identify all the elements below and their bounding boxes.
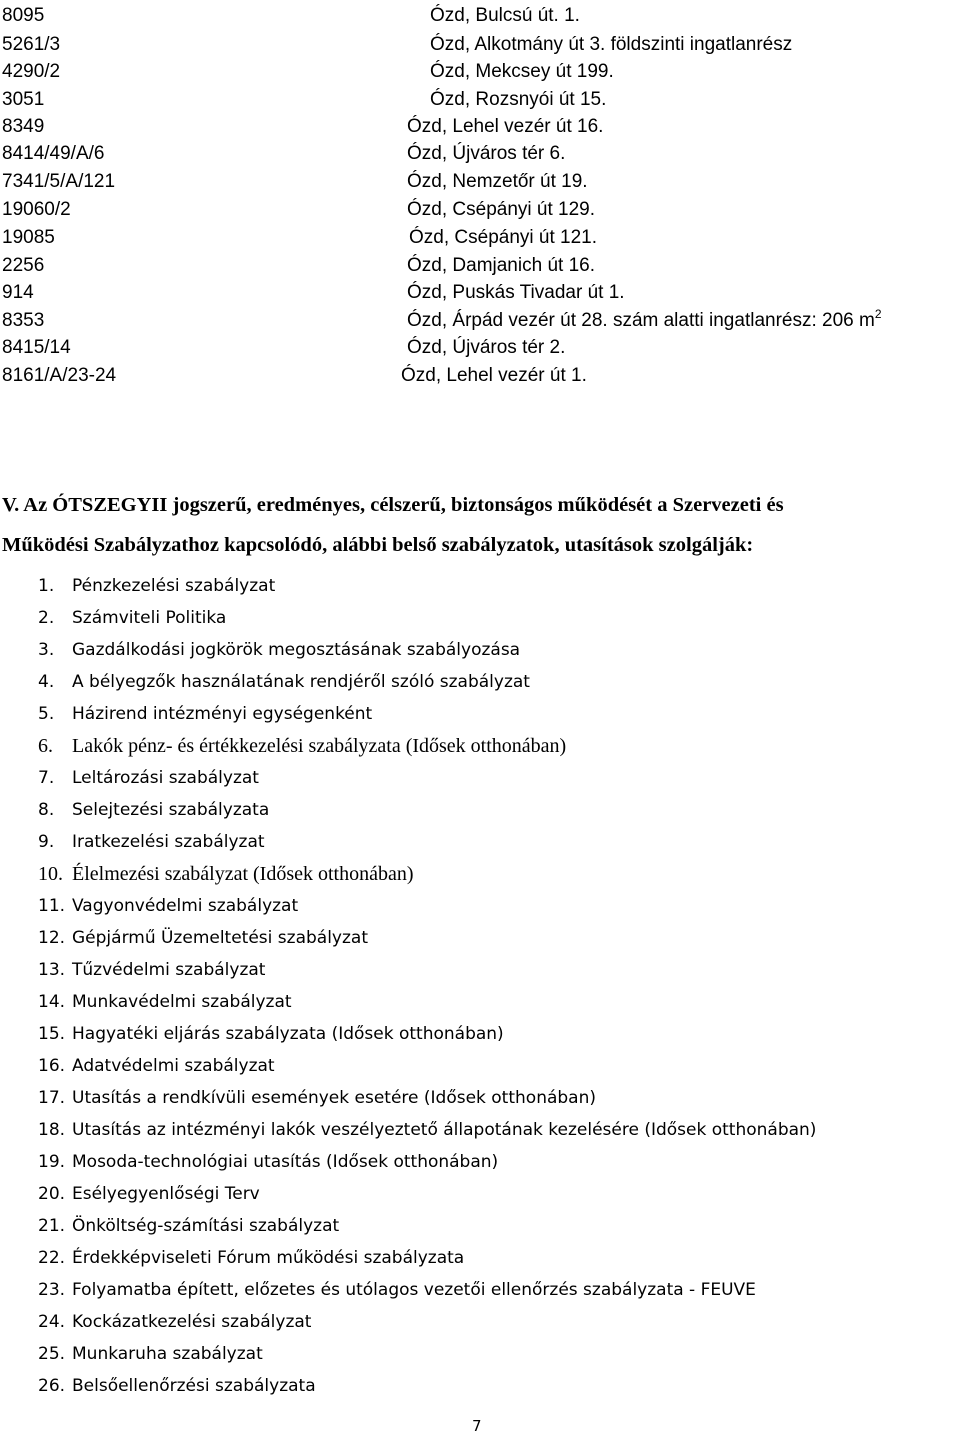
property-address [407,308,882,334]
item-number: 7. [38,768,55,788]
item-number: 16. [38,1056,66,1076]
item-text: Utasítás az intézményi lakók veszélyeztető állapotának kezelésére (Idősek otthonában) [72,1120,817,1140]
item-text: Vagyonvédelmi szabályzat [72,896,299,916]
item-text: Házirend intézményi egységenként [72,704,373,724]
item-number: 15. [38,1024,66,1044]
property-address: Ózd, Csépányi út 129. [407,199,595,220]
item-text: Selejtezési szabályzata [72,800,270,820]
plot-number: 8414/49/A/6 [2,143,105,164]
plot-number: 19085 [2,227,55,248]
plot-number: 5261/3 [2,34,61,55]
item-number: 18. [38,1120,66,1140]
property-address: Ózd, Damjanich út 16. [407,255,595,276]
item-text: Leltározási szabályzat [72,768,259,788]
item-text: Érdekképviseleti Fórum működési szabályzata [72,1248,465,1268]
item-text: Gazdálkodási jogkörök megosztásának szabályozása [72,640,521,660]
item-text: Kockázatkezelési szabályzat [72,1312,312,1332]
page-number: 7 [472,1417,482,1435]
plot-number: 8349 [2,116,45,137]
item-number: 14. [38,992,66,1012]
property-address: Ózd, Lehel vezér út 16. [407,116,604,137]
plot-number: 19060/2 [2,199,71,220]
item-number: 12. [38,928,66,948]
item-text: Utasítás a rendkívüli események esetére (Idősek otthonában) [72,1088,596,1108]
property-address: Ózd, Lehel vezér út 1. [401,365,587,386]
item-text: Iratkezelési szabályzat [72,832,265,852]
property-address: Ózd, Újváros tér 2. [407,337,566,358]
plot-number: 8161/A/23-24 [2,365,117,386]
item-text: A bélyegzők használatának rendjéről szóló szabályzat [72,672,530,692]
plot-number: 4290/2 [2,61,61,82]
section-heading-line-1: V. Az ÓTSZEGYII jogszerű, eredményes, célszerű, biztonságos működését a Szervezeti és [2,494,784,516]
item-number: 9. [38,832,55,852]
item-number: 6. [38,735,53,757]
item-text: Mosoda-technológiai utasítás (Idősek otthonában) [72,1152,499,1172]
property-address: Ózd, Nemzetőr út 19. [407,171,588,192]
property-address: Ózd, Csépányi út 121. [409,227,597,248]
property-address: Ózd, Puskás Tivadar út 1. [407,282,625,303]
plot-number: 8095 [2,5,45,26]
item-text: Élelmezési szabályzat (Idősek otthonában) [72,863,414,885]
item-number: 21. [38,1216,66,1236]
property-address-text: Ózd, Árpád vezér út 28. szám alatti ingatlanrész: 206 m [407,310,875,331]
area-unit-exponent: 2 [874,307,882,321]
property-address: Ózd, Újváros tér 6. [407,143,566,164]
item-text: Lakók pénz- és értékkezelési szabályzata (Idősek otthonában) [72,735,567,757]
item-text: Munkavédelmi szabályzat [72,992,292,1012]
property-address: Ózd, Alkotmány út 3. földszinti ingatlanrész [430,34,793,55]
plot-number: 914 [2,282,34,303]
item-text: Belsőellenőrzési szabályzata [72,1376,316,1396]
plot-number: 7341/5/A/121 [2,171,116,192]
item-text: Esélyegyenlőségi Terv [72,1184,260,1204]
item-number: 26. [38,1376,66,1396]
item-number: 25. [38,1344,66,1364]
property-address: Ózd, Mekcsey út 199. [430,61,614,82]
item-text: Tűzvédelmi szabályzat [72,960,266,980]
item-text: Hagyatéki eljárás szabályzata (Idősek otthonában) [72,1024,504,1044]
item-text: Számviteli Politika [72,608,227,628]
item-number: 1. [38,576,55,596]
item-number: 20. [38,1184,66,1204]
item-number: 19. [38,1152,66,1172]
item-number: 24. [38,1312,66,1332]
item-number: 5. [38,704,55,724]
plot-number: 8415/14 [2,337,71,358]
item-number: 11. [38,896,66,916]
item-number: 8. [38,800,55,820]
item-text: Gépjármű Üzemeltetési szabályzat [72,928,368,948]
item-text: Munkaruha szabályzat [72,1344,263,1364]
item-text: Pénzkezelési szabályzat [72,576,276,596]
item-number: 22. [38,1248,66,1268]
plot-number: 8353 [2,310,45,331]
item-number: 13. [38,960,66,980]
section-heading-line-2: Működési Szabályzathoz kapcsolódó, alábbi belső szabályzatok, utasítások szolgálják: [2,534,754,556]
item-number: 23. [38,1280,66,1300]
item-number: 10. [38,863,63,885]
property-address: Ózd, Bulcsú út. 1. [430,5,580,26]
item-number: 3. [38,640,55,660]
item-number: 2. [38,608,55,628]
item-text: Folyamatba épített, előzetes és utólagos vezetői ellenőrzés szabályzata - FEUVE [72,1280,756,1300]
item-text: Adatvédelmi szabályzat [72,1056,275,1076]
item-number: 4. [38,672,55,692]
plot-number: 3051 [2,89,45,110]
plot-number: 2256 [2,255,45,276]
item-text: Önköltség-számítási szabályzat [72,1216,340,1236]
item-number: 17. [38,1088,66,1108]
property-address: Ózd, Rozsnyói út 15. [430,89,607,110]
